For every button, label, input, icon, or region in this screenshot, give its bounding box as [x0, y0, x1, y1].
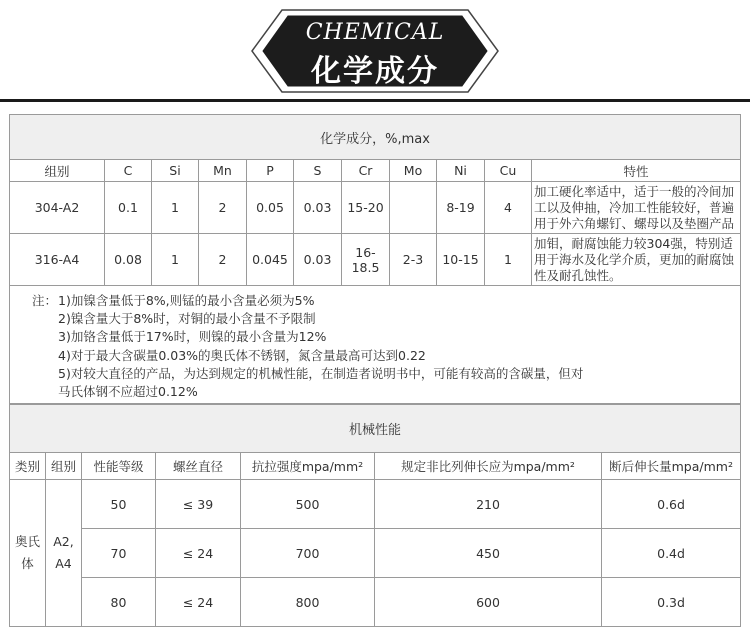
header-category: 类别 — [10, 453, 46, 480]
cell-category: 奥氏 体 — [10, 480, 46, 627]
header-yield: 规定非比列伸长应为mpa/mm² — [375, 453, 602, 480]
header-si: Si — [152, 160, 199, 182]
cell-cr: 15-20 — [342, 182, 390, 234]
cell-yield: 450 — [375, 529, 602, 578]
header-cr: Cr — [342, 160, 390, 182]
cell-tensile: 700 — [241, 529, 375, 578]
table-row — [10, 578, 741, 627]
cell-diameter: ≤ 39 — [156, 480, 241, 529]
cell-group: A2, A4 — [46, 480, 82, 627]
cell-elongation: 0.3d — [602, 578, 741, 627]
banner-divider — [0, 99, 750, 102]
cell-si: 1 — [152, 182, 199, 234]
chemical-composition-table — [9, 114, 741, 404]
banner-title-cn: 化学成分 — [311, 54, 439, 89]
header-s: S — [294, 160, 342, 182]
note-item: 马氏体钢不应超过0.12% — [58, 384, 198, 400]
notes-label: 注： — [32, 293, 58, 308]
cell-yield: 600 — [375, 578, 602, 627]
cell-p: 0.045 — [247, 234, 294, 286]
header-tensile: 抗拉强度mpa/mm² — [241, 453, 375, 480]
cell-tensile: 500 — [241, 480, 375, 529]
cell-s: 0.03 — [294, 182, 342, 234]
mechanical-properties-table — [9, 404, 741, 627]
header-elongation: 断后伸长量mpa/mm² — [602, 453, 741, 480]
cell-ni: 10-15 — [437, 234, 485, 286]
cell-mo — [390, 182, 437, 234]
cell-properties: 加钼，耐腐蚀能力较304强，特别适用于海水及化学介质，更加的耐腐蚀性及耐孔蚀性。 — [532, 234, 741, 286]
cell-group: 304-A2 — [10, 182, 105, 234]
header-c: C — [105, 160, 152, 182]
table-row — [10, 480, 741, 529]
notes-block — [10, 286, 741, 404]
header-p: P — [247, 160, 294, 182]
cell-mn: 2 — [199, 182, 247, 234]
cell-c: 0.08 — [105, 234, 152, 286]
header-ni: Ni — [437, 160, 485, 182]
cell-tensile: 800 — [241, 578, 375, 627]
header-group: 组别 — [46, 453, 82, 480]
header-properties: 特性 — [532, 160, 741, 182]
note-item: 注：1)加镍含量低于8%,则锰的最小含量必须为5% — [32, 292, 734, 310]
cell-p: 0.05 — [247, 182, 294, 234]
cell-group: 316-A4 — [10, 234, 105, 286]
cell-grade: 80 — [82, 578, 156, 627]
table-row — [10, 529, 741, 578]
table-row — [10, 234, 741, 286]
note-item: 4)对于最大含碳量0.03%的奥氏体不锈钢，氮含量最高可达到0.22 — [58, 347, 426, 363]
cell-grade: 70 — [82, 529, 156, 578]
cell-diameter: ≤ 24 — [156, 578, 241, 627]
note-item: 3)加铬含量低于17%时，则镍的最小含量为12% — [58, 329, 327, 345]
cell-diameter: ≤ 24 — [156, 529, 241, 578]
header-grade: 性能等级 — [82, 453, 156, 480]
table-row — [10, 182, 741, 234]
hexagon-badge — [250, 8, 500, 94]
note-item: 2)镍含量大于8%时，对铜的最小含量不予限制 — [58, 311, 316, 327]
cell-cu: 1 — [485, 234, 532, 286]
banner-title-en: CHEMICAL — [305, 20, 445, 45]
header-cu: Cu — [485, 160, 532, 182]
header-diameter: 螺丝直径 — [156, 453, 241, 480]
cell-properties: 加工硬化率适中，适于一般的冷间加工以及伸抽，冷加工性能较好，普遍用于外六角螺钉、螺母以及垫圈产品 — [532, 182, 741, 234]
mechanical-title: 机械性能 — [10, 405, 741, 453]
cell-elongation: 0.6d — [602, 480, 741, 529]
header-banner — [0, 0, 750, 100]
cell-si: 1 — [152, 234, 199, 286]
cell-c: 0.1 — [105, 182, 152, 234]
chemical-title: 化学成分，%,max — [10, 115, 741, 160]
cell-mn: 2 — [199, 234, 247, 286]
cell-elongation: 0.4d — [602, 529, 741, 578]
header-mn: Mn — [199, 160, 247, 182]
note-item: 5)对较大直径的产品，为达到规定的机械性能，在制造者说明书中，可能有较高的含碳量，但对 — [58, 365, 584, 381]
cell-mo: 2-3 — [390, 234, 437, 286]
header-mo: Mo — [390, 160, 437, 182]
header-group: 组别 — [10, 160, 105, 182]
cell-grade: 50 — [82, 480, 156, 529]
cell-s: 0.03 — [294, 234, 342, 286]
cell-ni: 8-19 — [437, 182, 485, 234]
cell-cu: 4 — [485, 182, 532, 234]
cell-cr: 16-18.5 — [342, 234, 390, 286]
cell-yield: 210 — [375, 480, 602, 529]
